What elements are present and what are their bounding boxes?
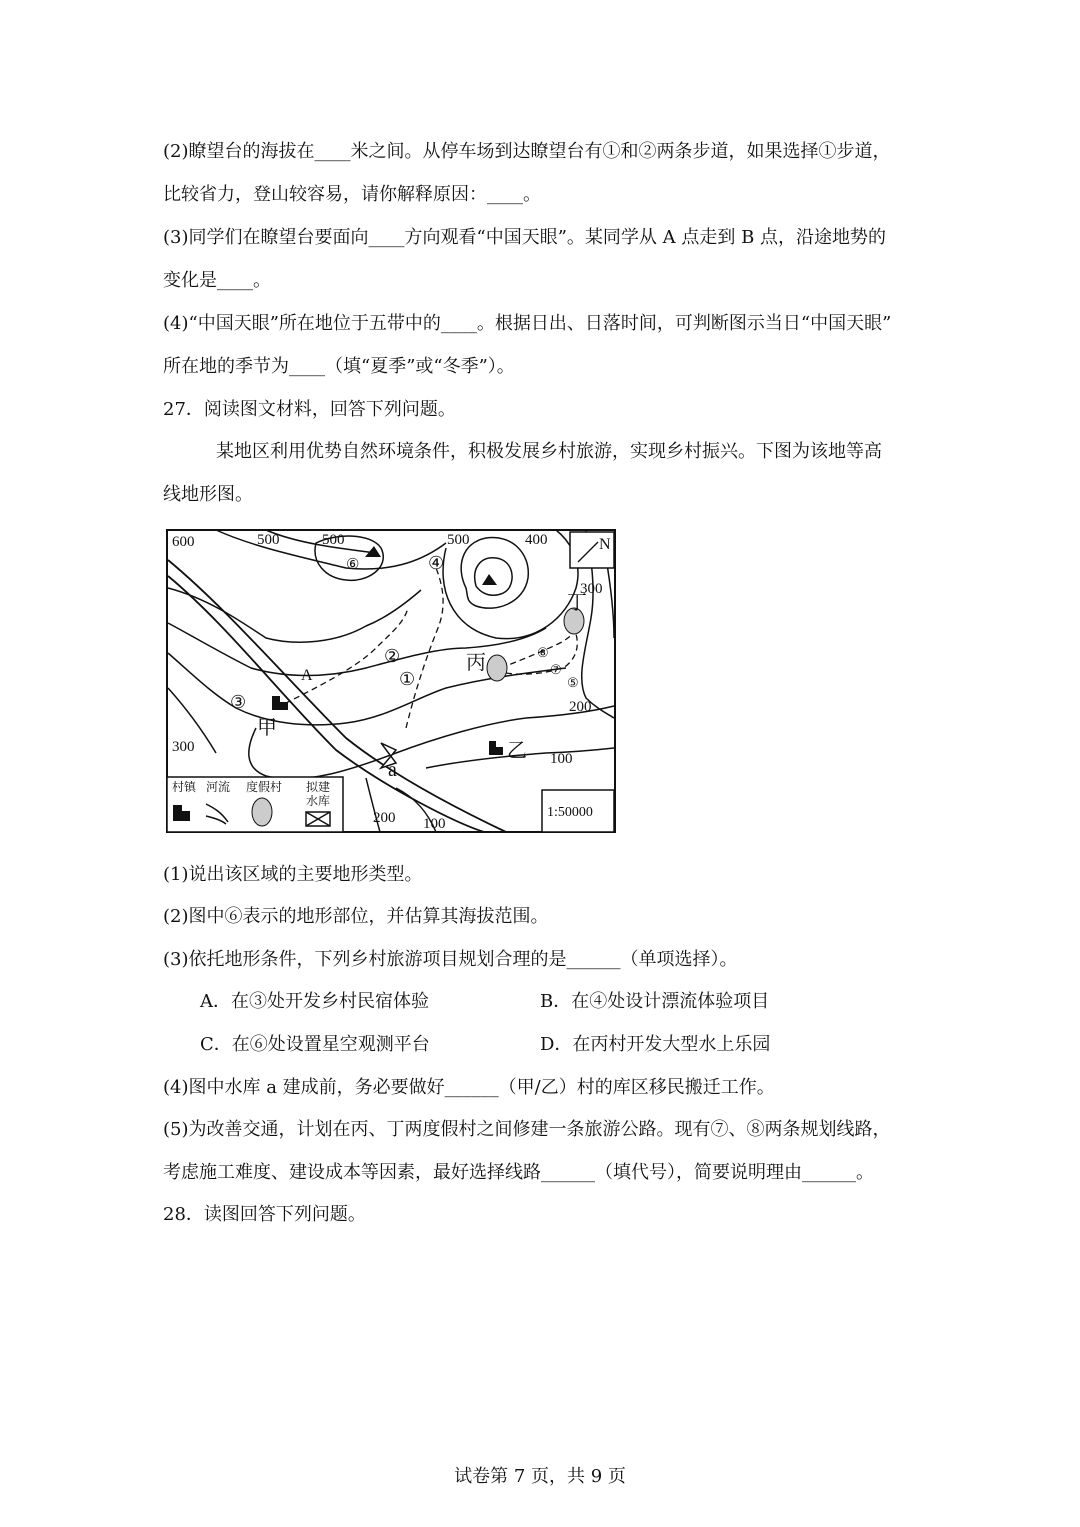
label-point-a: A xyxy=(301,667,313,684)
marker-5: ⑤ xyxy=(567,675,579,690)
q27-material-line-2: 线地形图。 xyxy=(163,484,253,505)
marker-1: ① xyxy=(399,669,416,689)
contour-label: 200 xyxy=(373,810,396,826)
north-label: N xyxy=(599,536,611,553)
marker-7: ⑦ xyxy=(550,662,562,677)
q28-heading: 28．读图回答下列问题。 xyxy=(163,1204,366,1225)
legend-reservoir-label-2: 水库 xyxy=(306,794,331,808)
marker-4: ④ xyxy=(428,553,445,573)
q27-option-a: A．在③处开发乡村民宿体验 xyxy=(200,991,429,1012)
q27-option-b: B．在④处设计漂流体验项目 xyxy=(540,991,770,1012)
marker-2: ② xyxy=(384,646,401,666)
contour-label: 300 xyxy=(580,581,603,597)
legend-reservoir-label-1: 拟建 xyxy=(306,780,331,794)
q27-material-line-1: 某地区利用优势自然环境条件，积极发展乡村旅游，实现乡村振兴。下图为该地等高 xyxy=(216,441,882,462)
contour-label: 100 xyxy=(550,751,573,767)
marker-3: ③ xyxy=(230,692,247,712)
q27-option-c: C．在⑥处设置星空观测平台 xyxy=(200,1034,430,1055)
q27-sub-5-line-2: 考虑施工难度、建设成本等因素，最好选择线路______（填代号），简要说明理由______。 xyxy=(163,1162,874,1183)
q27-sub-4: (4)图中水库 a 建成前，务必要做好______（甲/乙）村的库区移民搬迁工作。 xyxy=(163,1077,775,1098)
contour-label: 600 xyxy=(172,534,195,550)
contour-label: 400 xyxy=(525,532,548,548)
label-bing: 丙 xyxy=(466,652,486,674)
contour-label: 500 xyxy=(257,532,280,548)
label-yi: 乙 xyxy=(507,740,527,762)
q27-heading: 27．阅读图文材料，回答下列问题。 xyxy=(163,399,456,420)
legend-town-label: 村镇 xyxy=(172,780,197,794)
contour-label: 500 xyxy=(322,532,345,548)
q27-sub-2: (2)图中⑥表示的地形部位，并估算其海拔范围。 xyxy=(163,906,549,927)
label-ding: 丁 xyxy=(567,592,587,614)
q2-line-1: (2)瞭望台的海拔在____米之间。从停车场到达瞭望台有①和②两条步道，如果选择①步道， xyxy=(163,141,891,162)
contour-label: 500 xyxy=(447,532,470,548)
scale-label: 1:50000 xyxy=(547,805,593,820)
marker-8: ⑧ xyxy=(537,645,549,660)
contour-map xyxy=(166,528,616,834)
q27-sub-1: (1)说出该区域的主要地形类型。 xyxy=(163,864,423,885)
q27-sub-5-line-1: (5)为改善交通，计划在丙、丁两度假村之间修建一条旅游公路。现有⑦、⑧两条规划线路， xyxy=(163,1119,891,1140)
q4-line-2: 所在地的季节为____（填“夏季”或“冬季”）。 xyxy=(163,356,515,377)
q27-option-d: D．在丙村开发大型水上乐园 xyxy=(540,1034,771,1055)
q2-line-2: 比较省力，登山较容易，请你解释原因：____。 xyxy=(163,184,541,205)
contour-label: 200 xyxy=(569,699,592,715)
q4-line-1: (4)“中国天眼”所在地位于五带中的____。根据日出、日落时间，可判断图示当日“中国天眼” xyxy=(163,313,892,334)
marker-6: ⑥ xyxy=(346,557,360,573)
q27-sub-3: (3)依托地形条件，下列乡村旅游项目规划合理的是______（单项选择）。 xyxy=(163,949,738,970)
q3-line-2: 变化是____。 xyxy=(163,270,271,291)
page-footer: 试卷第 7 页，共 9 页 xyxy=(454,1466,626,1487)
legend-resort-icon xyxy=(252,798,272,826)
label-jia: 甲 xyxy=(257,717,277,739)
legend-resort-label: 度假村 xyxy=(246,780,283,794)
legend-river-label: 河流 xyxy=(206,780,231,794)
label-reservoir-a: a xyxy=(388,759,397,781)
contour-label: 300 xyxy=(172,739,195,755)
resort-bing-icon xyxy=(487,655,507,681)
contour-label: 100 xyxy=(423,816,446,832)
q3-line-1: (3)同学们在瞭望台要面向____方向观看“中国天眼”。某同学从 A 点走到 B 点，沿途地势的 xyxy=(163,227,887,248)
